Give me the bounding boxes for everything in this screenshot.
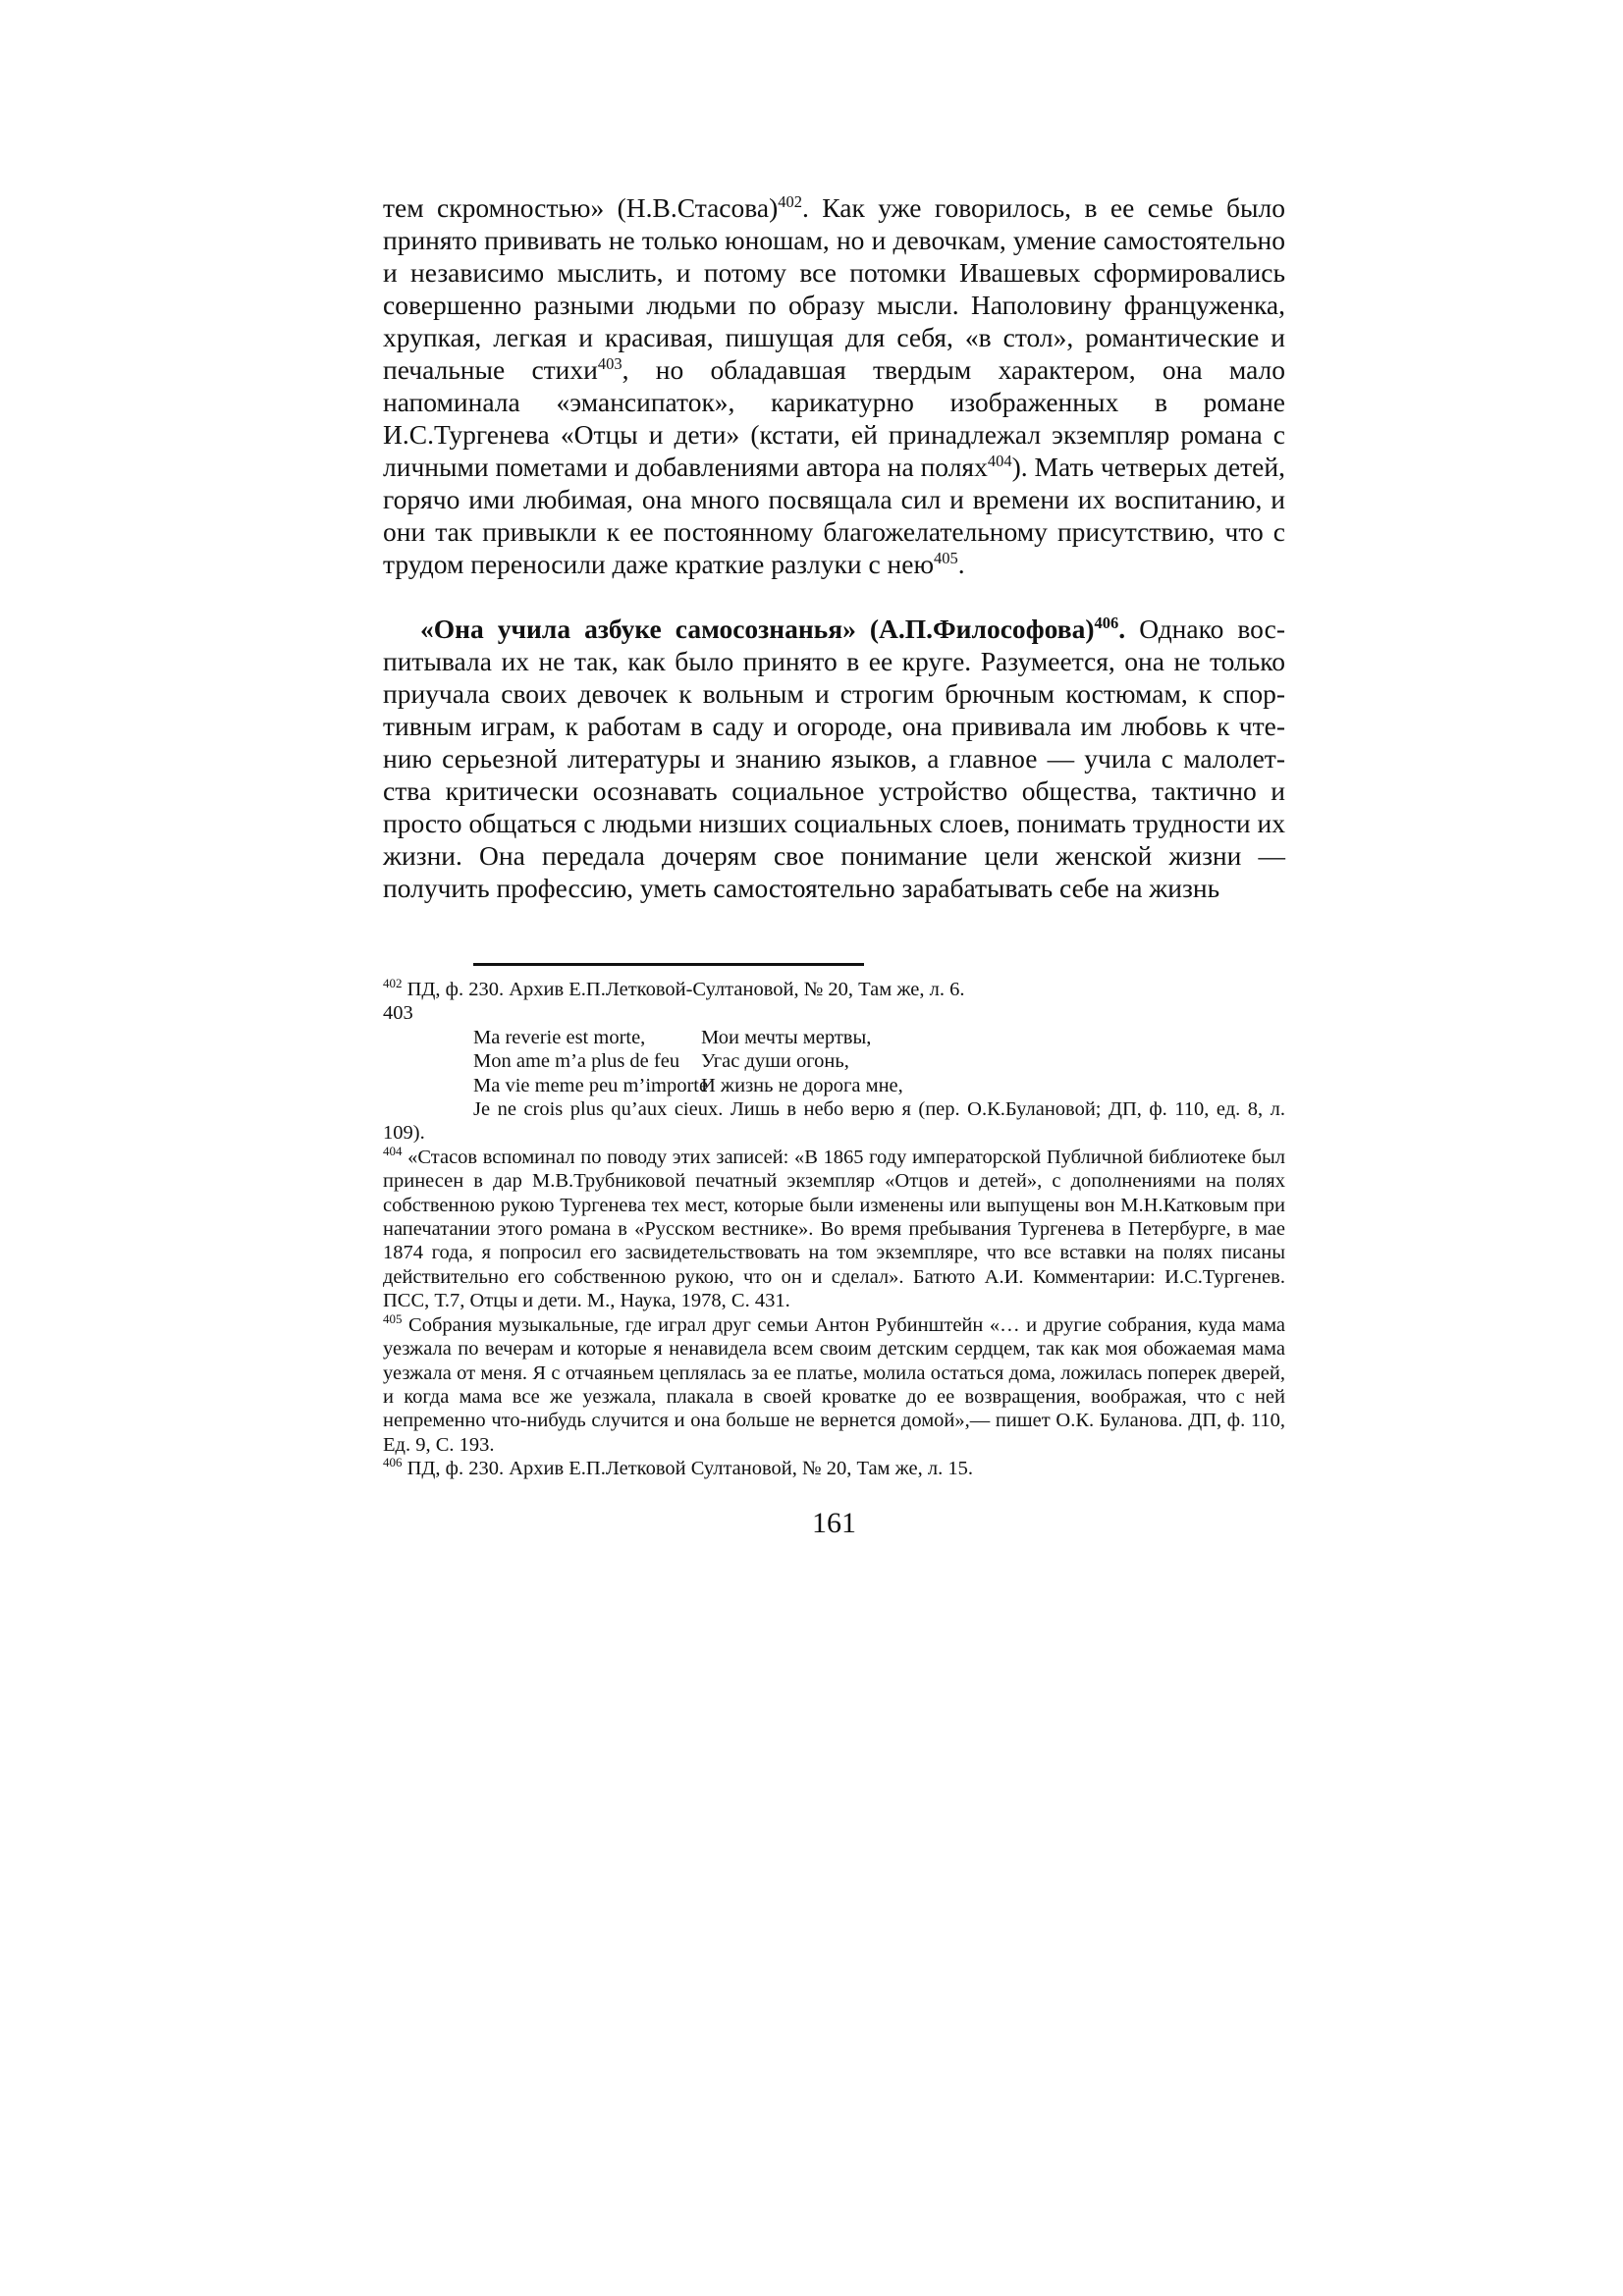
- poem-translation: Мои мечты мертвы,: [701, 1026, 872, 1048]
- paragraph-1: [383, 191, 1285, 580]
- poem-line: [383, 1026, 1285, 1049]
- footnotes: [383, 978, 1285, 1481]
- footnote-separator: [473, 963, 864, 966]
- page-number: 161: [812, 1506, 856, 1539]
- heading-end: .: [1118, 614, 1126, 644]
- text-run: Однако воспитывала их не так, как было принято в ее круге. Разумеется, она не только приучала своих девочек к вольным и строгим брючным костюмам, к спортивным играм, к работам в саду и огороде, она прививала им любовь к чтению серьезной литературы и знанию языков, а главное — учила с малолетства критически осознавать социальное устройство общества, тактично и просто общаться с людьми низших социальных слоев, понимать трудности их жизни. Она передала дочерям свое понимание цели женской жизни — получить профессию, уметь самостоятельно зарабатывать себе на жизнь: [383, 614, 1285, 903]
- section-heading: [420, 614, 1125, 644]
- footnote-number: 402: [383, 976, 403, 991]
- footnote-number: 404: [383, 1144, 403, 1159]
- footnote-ref-402: 402: [778, 191, 802, 211]
- poem-original: Mon ame m’a plus de feu: [473, 1050, 680, 1073]
- main-text: [383, 191, 1285, 904]
- text-run: .: [957, 549, 965, 579]
- footnote-ref-404: 404: [987, 451, 1012, 470]
- poem-last-line: Je ne crois plus qu’aux cieux. Лишь в небо верю я (пер. О.К.Булановой; ДП, ф. 110, ед. 8, л. 109).: [383, 1098, 1285, 1145]
- footnote-text: ПД, ф. 230. Архив Е.П.Летковой Султановой, № 20, Там же, л. 15.: [402, 1458, 973, 1480]
- footnote-text: Собрания музыкальные, где играл друг семьи Антон Рубинштейн «… и другие собрания, куда мама уезжала по вечерам и которые я ненавидела всем своим детским сердцем, так как моя обожаемая мама уезжала от меня. Я с отчаяньем цеплялась за ее платье, молила остаться дома, ложилась поперек дверей, и когда мама все же уезжала, плакала в своей кроватке до ее возвращения, воображая, что с ней непременно что-нибудь случится и она больше не вернется домой»,— пишет О.К. Буланова. ДП, ф. 110, Ед. 9, С. 193.: [383, 1313, 1285, 1456]
- footnote-405: [383, 1310, 1285, 1457]
- poem-original: Ma vie meme peu m’importe: [473, 1074, 709, 1096]
- footnote-text: ПД, ф. 230. Архив Е.П.Летковой-Султановой, № 20, Там же, л. 6.: [402, 979, 965, 1000]
- footnote-403: [383, 1001, 1285, 1145]
- footnote-number: 405: [383, 1310, 403, 1326]
- poem-translation: Угас души огонь,: [701, 1050, 849, 1073]
- text-run: , но обладавшая твердым характером, она мало напоминала «эмансипаток», карикатурно изображенных в романе И.С.Тургенева «Отцы и дети» (кстати, ей принадлежал экземпляр романа с личными пометами и добавлениями автора на полях: [383, 354, 1285, 482]
- document-page: [383, 191, 1285, 1540]
- footnote-number: 406: [383, 1455, 403, 1470]
- heading-text: «Она учила азбуке самосознанья» (А.П.Философова): [420, 614, 1095, 644]
- footnote-406: [383, 1457, 1285, 1480]
- poem-translation: И жизнь не дорога мне,: [701, 1074, 903, 1096]
- footnote-402: [383, 978, 1285, 1001]
- footnote-number: 403: [383, 1002, 413, 1025]
- poem-original: Ma reverie est morte,: [473, 1026, 646, 1048]
- footnote-ref-403: 403: [597, 353, 622, 373]
- text-run: . Как уже говорилось, в ее семье было принято прививать не только юношам, но и девочкам, умение самостоятельно и независимо мыслить, и потому все потомки Ивашевых сформировались совершенно разными людьми по образу мысли. Наполовину француженка, хрупкая, легкая и красивая, пишущая для себя, «в стол», романтические и печальные стихи: [383, 192, 1285, 385]
- footnote-text: «Стасов вспоминал по поводу этих записей: «В 1865 году императорской Публичной библиотеке был принесен в дар М.В.Трубниковой печатный экземпляр «Отцов и детей», с дополнениями на полях собственною рукою Тургенева тех мест, которые были изменены или выпущены вон М.Н.Катковым при напечатании этого романа в «Русском вестнике». Во время пребывания Тургенева в Петербурге, в мае 1874 года, я попросил его засвидетельствовать на том экземпляре, что все вставки на полях писаны действительно его собственною рукою, что он и сделал». Батюто А.И. Комментарии: И.С.Тургенев. ПСС, Т.7, Отцы и дети. М., Наука, 1978, С. 431.: [383, 1146, 1285, 1312]
- footnote-ref-405: 405: [934, 548, 958, 567]
- poem-line: [383, 1074, 1285, 1097]
- poem-line: [383, 1049, 1285, 1073]
- footnote-404: [383, 1146, 1285, 1313]
- text-run: тем скромностью» (Н.В.Стасова): [383, 192, 779, 223]
- text-run: ). Мать четверых детей, горячо ими любимая, она много посвящала сил и времени их воспитанию, и они так привыкли к ее постоянному благожелательному присутствию, что с трудом переносили даже краткие разлуки с нею: [383, 452, 1285, 579]
- paragraph-2: [383, 613, 1285, 904]
- footnote-ref-406: 406: [1094, 613, 1119, 632]
